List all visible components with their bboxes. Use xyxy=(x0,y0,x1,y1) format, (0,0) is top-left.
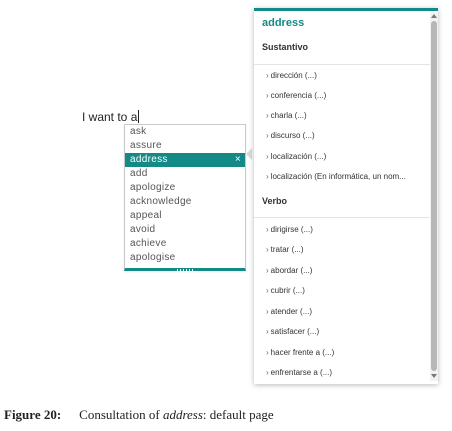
suggestion-label: avoid xyxy=(130,224,156,235)
chevron-right-icon: › xyxy=(266,266,269,275)
suggestion-label: address xyxy=(130,154,168,165)
suggestion-label: acknowledge xyxy=(130,196,192,207)
entry-label: localización (...) xyxy=(270,152,327,161)
entry-label: tratar (...) xyxy=(270,245,304,254)
section-label-verbo: Verbo xyxy=(262,196,288,206)
chevron-right-icon: › xyxy=(266,91,269,100)
suggestion-item[interactable] xyxy=(125,139,245,153)
entry-label: atender (...) xyxy=(270,307,313,316)
chevron-right-icon: › xyxy=(266,307,269,316)
chevron-right-icon: › xyxy=(266,368,269,377)
scroll-thumb[interactable] xyxy=(431,21,437,371)
panel-title: address xyxy=(262,17,305,29)
suggestion-item[interactable] xyxy=(125,125,245,139)
translation-entry[interactable] xyxy=(266,108,426,124)
chevron-right-icon: › xyxy=(266,245,269,254)
suggestion-label: assure xyxy=(130,140,162,151)
translation-entry[interactable] xyxy=(266,263,426,279)
editor-text: I want to a xyxy=(82,110,138,124)
caption-suffix: : default page xyxy=(202,407,274,422)
suggestion-item[interactable] xyxy=(125,167,245,181)
chevron-right-icon: › xyxy=(266,327,269,336)
divider xyxy=(254,64,430,65)
chevron-right-icon: › xyxy=(266,225,269,234)
chevron-right-icon: › xyxy=(266,286,269,295)
translation-entry[interactable] xyxy=(266,304,426,320)
scroll-up-arrow-icon[interactable] xyxy=(431,14,437,18)
suggestion-label: achieve xyxy=(130,238,167,249)
translation-entry[interactable] xyxy=(266,222,426,238)
suggestion-item[interactable] xyxy=(125,181,245,195)
entry-label: cubrir (...) xyxy=(270,286,305,295)
entry-label: dirigirse (...) xyxy=(270,225,313,234)
section-label-sustantivo: Sustantivo xyxy=(262,42,309,52)
caption-term: address xyxy=(162,407,203,422)
resize-grip-icon[interactable] xyxy=(177,269,193,272)
chevron-right-icon: › xyxy=(266,111,269,120)
caption-prefix: Consultation of xyxy=(79,407,163,422)
chevron-right-icon: › xyxy=(266,172,269,181)
translation-entry[interactable] xyxy=(266,68,426,84)
scroll-down-arrow-icon[interactable] xyxy=(431,374,437,378)
suggestion-item[interactable] xyxy=(125,209,245,223)
translation-entry[interactable] xyxy=(266,128,426,144)
suggestion-item[interactable] xyxy=(125,223,245,237)
suggestion-item-selected[interactable] xyxy=(125,153,245,167)
autocomplete-list[interactable] xyxy=(124,124,246,271)
figure-caption xyxy=(4,407,274,423)
translation-entry[interactable] xyxy=(266,242,426,258)
suggestion-label: apologize xyxy=(130,182,176,193)
chevron-right-icon: › xyxy=(266,131,269,140)
suggestion-label: ask xyxy=(130,126,147,137)
entry-label: discurso (...) xyxy=(270,131,315,140)
translation-entry[interactable] xyxy=(266,88,426,104)
translation-entry[interactable] xyxy=(266,149,426,165)
translation-entry[interactable] xyxy=(266,169,426,185)
translation-entry[interactable] xyxy=(266,324,426,340)
entry-label: abordar (...) xyxy=(270,266,313,275)
entry-label: localización (En informática, un nom... xyxy=(270,172,406,181)
divider xyxy=(254,217,430,218)
entry-label: enfrentarse a (...) xyxy=(270,368,333,377)
translation-entry[interactable] xyxy=(266,365,426,381)
translation-entry[interactable] xyxy=(266,345,426,361)
text-caret xyxy=(138,110,139,123)
suggestion-item[interactable] xyxy=(125,237,245,251)
suggestion-item[interactable] xyxy=(125,195,245,209)
entry-label: dirección (...) xyxy=(270,71,317,80)
panel-pointer xyxy=(246,148,252,160)
entry-label: hacer frente a (...) xyxy=(270,348,335,357)
editor-text-line[interactable] xyxy=(82,110,139,124)
entry-label: satisfacer (...) xyxy=(270,327,320,336)
suggestion-label: apologise xyxy=(130,252,176,263)
entry-label: charla (...) xyxy=(270,111,307,120)
scrollbar[interactable] xyxy=(430,11,438,381)
chevron-right-icon: › xyxy=(266,152,269,161)
translation-entry[interactable] xyxy=(266,283,426,299)
suggestion-label: appeal xyxy=(130,210,162,221)
chevron-right-icon: › xyxy=(266,348,269,357)
chevron-right-icon: › xyxy=(266,71,269,80)
close-icon[interactable]: × xyxy=(234,154,241,165)
suggestion-label: add xyxy=(130,168,148,179)
dictionary-panel xyxy=(254,8,438,384)
suggestion-item[interactable] xyxy=(125,251,245,265)
caption-label: Figure 20: xyxy=(4,407,62,422)
entry-label: conferencia (...) xyxy=(270,91,327,100)
